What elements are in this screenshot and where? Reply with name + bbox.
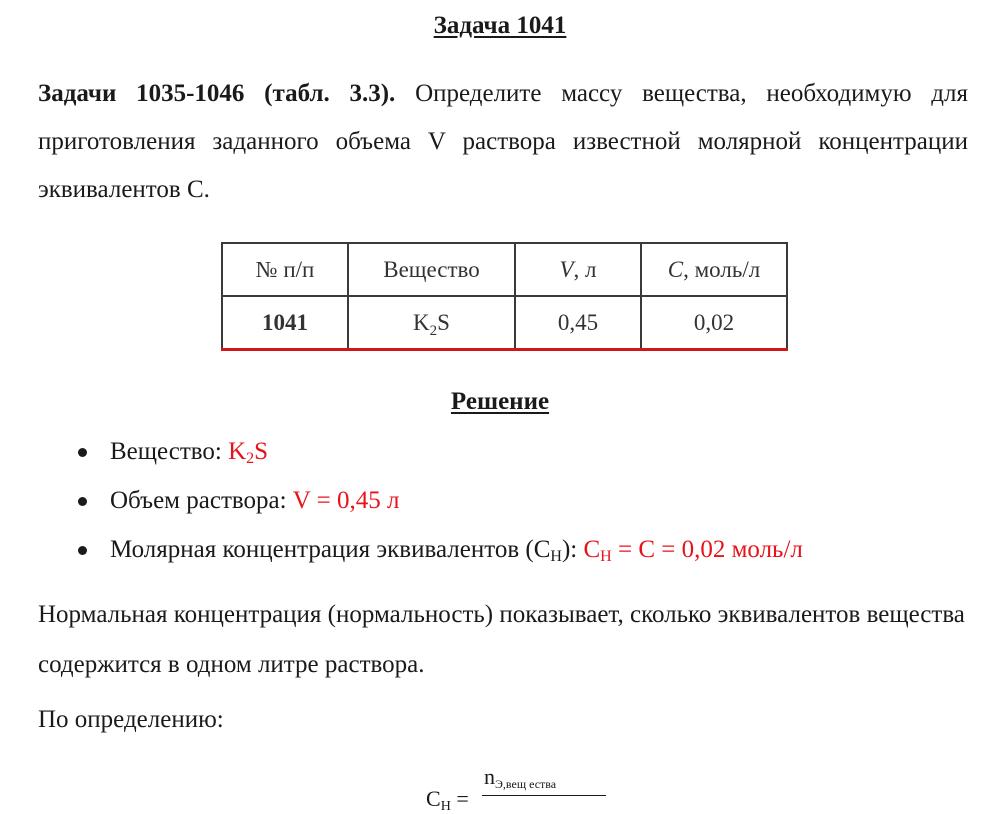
given-label-tail: ):: [561, 536, 584, 563]
header-conc-unit: , моль/л: [683, 256, 761, 282]
given-label: Объем раствора:: [110, 487, 293, 514]
given-value-main: K: [228, 438, 247, 465]
problem-statement: [38, 70, 968, 214]
cell-volume: 0,45: [515, 296, 641, 350]
formula-lhs-main: C: [426, 786, 441, 811]
bullet-icon: [78, 497, 87, 506]
given-value-main: C: [583, 536, 601, 563]
given-list: [70, 430, 803, 577]
formula-lhs-sub: H: [440, 799, 451, 814]
cell-substance-main: K: [413, 309, 430, 335]
given-value: [228, 438, 268, 465]
table-header-row: [222, 243, 787, 296]
given-value-sub: H: [600, 548, 612, 565]
problem-range-label: Задачи 1035-1046 (табл. 3.3).: [38, 80, 396, 107]
given-label: Вещество:: [110, 438, 229, 465]
given-label-sub: H: [550, 548, 562, 565]
header-num: № п/п: [222, 243, 348, 296]
cell-substance: [348, 296, 515, 350]
header-concentration: [641, 243, 787, 296]
given-label: Молярная концентрация эквивалентов (C: [110, 536, 551, 563]
given-value: V = 0,45 л: [292, 487, 400, 514]
list-item: [70, 479, 803, 528]
cell-num: 1041: [222, 296, 348, 350]
formula-lhs: [426, 786, 469, 812]
definition-intro: По определению:: [38, 706, 224, 733]
list-item: [70, 528, 803, 577]
given-value: [583, 536, 802, 563]
header-volume-unit: , л: [573, 256, 597, 282]
cell-concentration: 0,02: [641, 296, 787, 350]
bullet-icon: [78, 448, 87, 457]
bullet-icon: [78, 546, 87, 555]
formula-num-sub: Э,вещ ества: [495, 777, 557, 791]
fraction-bar: [482, 795, 606, 796]
formula-numerator: [484, 764, 556, 790]
header-volume: [515, 243, 641, 296]
table-row: [222, 296, 787, 350]
given-value-tail: S: [254, 438, 269, 465]
header-conc-var: C: [667, 256, 684, 282]
list-item: [70, 430, 803, 479]
cell-substance-sub: 2: [429, 322, 438, 339]
given-value-sub: 2: [246, 450, 255, 467]
problem-text: Определите массу вещества, необходимую для приготовления заданного объема V раствора известной молярной концентрации эквивалентов С.: [38, 80, 968, 203]
normality-paragraph: Нормальная концентрация (нормальность) показывает, сколько эквивалентов вещества содержится в одном литре раствора.: [38, 601, 965, 678]
page-title: Задача 1041: [433, 12, 567, 39]
formula-eq: =: [450, 786, 469, 811]
solution-title: Решение: [450, 388, 550, 415]
given-value-tail: = C = 0,02 моль/л: [611, 536, 803, 563]
cell-substance-tail: S: [437, 309, 450, 335]
formula-num-main: n: [484, 764, 495, 789]
header-volume-var: V: [559, 256, 574, 282]
header-substance: Вещество: [348, 243, 515, 296]
task-table: [221, 242, 788, 351]
